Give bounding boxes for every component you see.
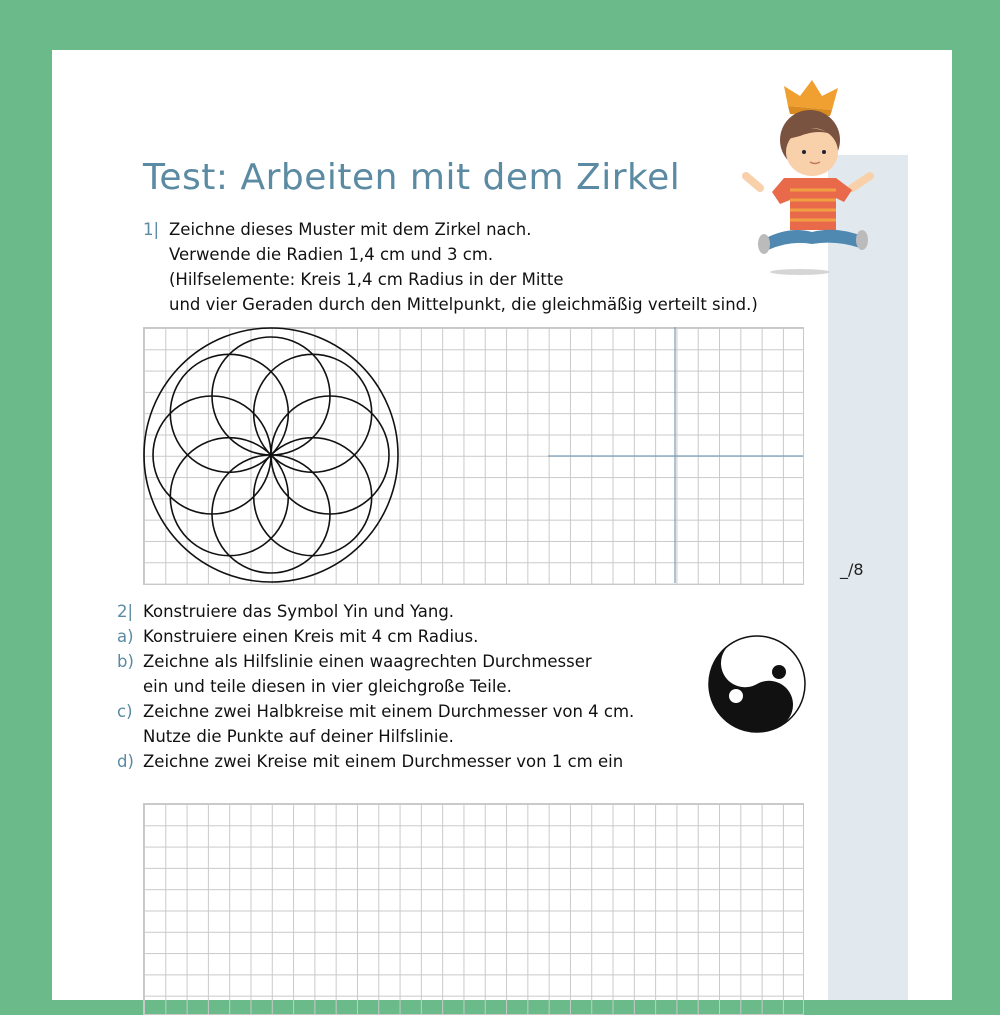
task2d-label: d) (117, 752, 134, 771)
task2b-line-1: Zeichne als Hilfslinie einen waagrechten Durchmesser (143, 652, 592, 671)
task2-instructions (117, 599, 634, 774)
task1-instructions (143, 217, 758, 317)
task2b-label: b) (117, 652, 134, 671)
task2c-label: c) (117, 702, 133, 721)
task2c-line-2: Nutze die Punkte auf deiner Hilfslinie. (143, 727, 454, 746)
task1-number: 1| (143, 220, 160, 239)
task2-number: 2| (117, 602, 134, 621)
task2a-line-1: Konstruiere einen Kreis mit 4 cm Radius. (143, 627, 479, 646)
task2-intro: Konstruiere das Symbol Yin und Yang. (143, 602, 455, 621)
page-title: Test: Arbeiten mit dem Zirkel (143, 157, 681, 198)
task2b-line-2: ein und teile diesen in vier gleichgroße Teile. (143, 677, 512, 696)
task2c-line-1: Zeichne zwei Halbkreise mit einem Durchmesser von 4 cm. (143, 702, 635, 721)
drawing-grid-task2[interactable] (143, 803, 804, 1015)
task1-line-4: und vier Geraden durch den Mittelpunkt, die gleichmäßig verteilt sind.) (169, 295, 758, 314)
task1-line-1: Zeichne dieses Muster mit dem Zirkel nach. (169, 220, 532, 239)
boy-mascot-icon (740, 80, 880, 280)
compass-flower-pattern-icon (143, 327, 403, 587)
task2a-label: a) (117, 627, 134, 646)
task1-score: _/8 (840, 560, 864, 579)
task2d-line-1: Zeichne zwei Kreise mit einem Durchmesser von 1 cm ein (143, 752, 624, 771)
helper-axes (548, 327, 808, 583)
task1-line-2: Verwende die Radien 1,4 cm und 3 cm. (169, 245, 494, 264)
yin-yang-icon (707, 634, 807, 734)
task1-line-3: (Hilfselemente: Kreis 1,4 cm Radius in der Mitte (169, 270, 564, 289)
